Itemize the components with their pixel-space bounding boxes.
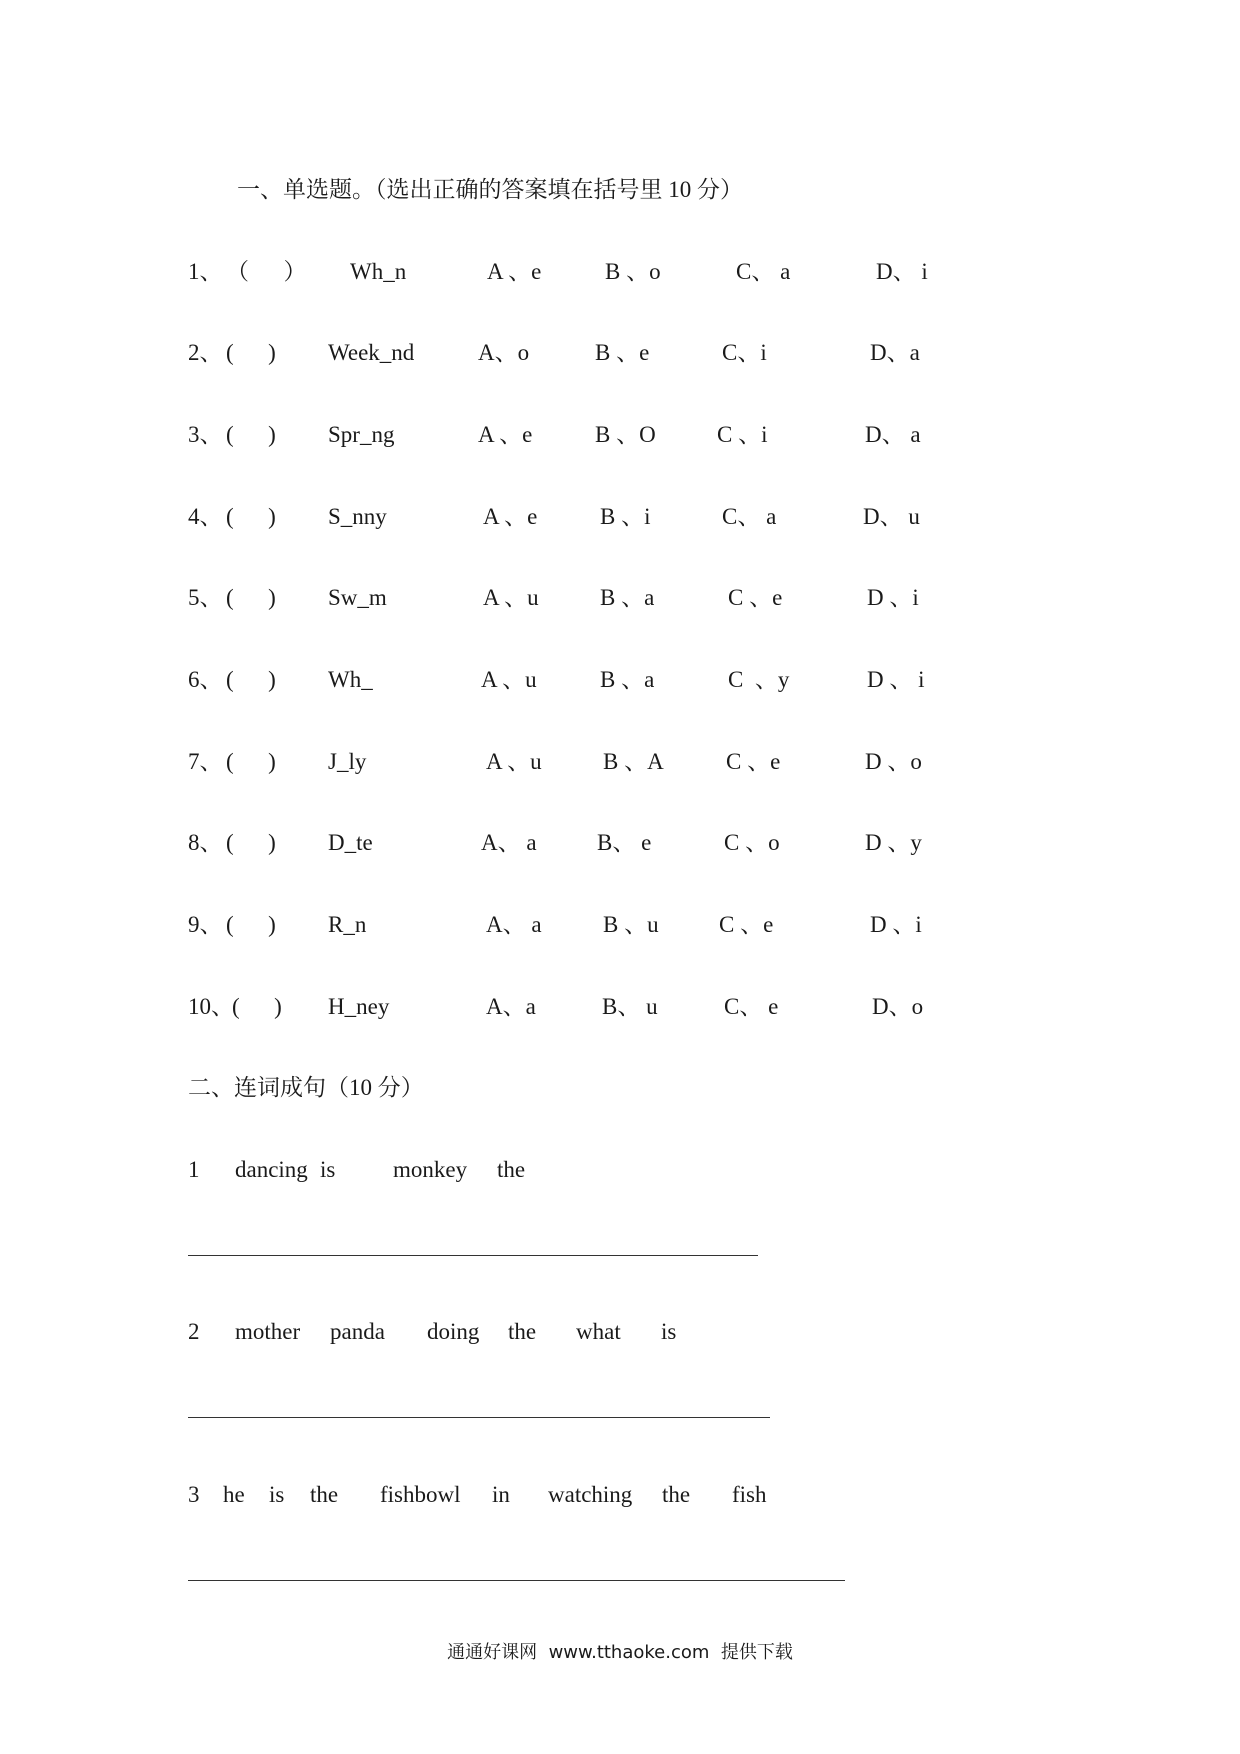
option-d: D、o [872,994,924,1019]
option-a: A、 a [481,830,537,855]
question-row [0,750,1240,780]
question-number: 5、 [188,585,223,610]
question-row [0,668,1240,698]
option-b: B 、e [595,340,650,365]
scrambled-word: is [269,1482,285,1507]
question-word: S_nny [328,504,387,529]
scrambled-word: monkey [393,1157,468,1182]
option-c: C、 a [736,259,791,284]
scrambled-word: fish [732,1482,767,1507]
scrambled-word: he [223,1482,245,1507]
scrambled-word: panda [330,1319,385,1344]
option-c: C 、e [719,912,774,937]
option-d: D、 i [876,259,928,284]
scrambled-word: is [320,1157,336,1182]
answer-line[interactable] [188,1417,770,1418]
option-d: D 、o [865,749,922,774]
question-row [0,586,1240,616]
option-d: D、 a [865,422,921,447]
sentence-item [0,1483,1240,1513]
scrambled-word: the [310,1482,339,1507]
answer-blank[interactable]: ( ) [226,422,276,447]
option-d: D 、i [870,912,922,937]
answer-line[interactable] [188,1580,845,1581]
question-number: 10、 [188,994,234,1019]
option-b: B 、u [603,912,659,937]
question-number: 4、 [188,504,223,529]
option-a: A 、u [486,749,542,774]
scrambled-word: doing [427,1319,480,1344]
option-a: A、o [478,340,530,365]
option-b: B 、a [600,585,655,610]
option-a: A 、e [487,259,542,284]
question-number: 3、 [188,422,223,447]
option-d: D、 u [863,504,920,529]
question-row [0,423,1240,453]
scrambled-word: the [508,1319,537,1344]
question-word: Wh_n [350,259,407,284]
option-c: C 、e [726,749,781,774]
option-c: C 、e [728,585,783,610]
option-b: B、 e [597,830,652,855]
question-word: J_ly [328,749,367,774]
scrambled-word: the [497,1157,526,1182]
answer-blank[interactable]: ( ) [226,340,276,365]
question-row [0,995,1240,1025]
question-row [0,913,1240,943]
scrambled-word: fishbowl [380,1482,461,1507]
section1-title: 一、单选题。（选出正确的答案填在括号里 10 分） [237,177,743,202]
answer-blank[interactable]: ( ) [226,585,276,610]
scrambled-word: dancing [235,1157,308,1182]
option-b: B 、A [603,749,664,774]
sentence-number: 1 [188,1157,200,1182]
answer-blank[interactable]: （ ） [226,259,307,284]
sentence-number: 3 [188,1482,200,1507]
section2-title: 二、连词成句（10 分） [188,1075,424,1100]
footer-text: 通通好课网 www.tthaoke.com 提供下载 [447,1642,793,1663]
question-word: H_ney [328,994,390,1019]
option-d: D、a [870,340,920,365]
answer-line[interactable] [188,1255,758,1256]
sentence-number: 2 [188,1319,200,1344]
option-b: B 、O [595,422,656,447]
question-row [0,831,1240,861]
scrambled-word: watching [548,1482,633,1507]
option-d: D 、 i [867,667,925,692]
answer-blank[interactable]: ( ) [226,504,276,529]
option-a: A、 a [486,912,542,937]
option-a: A 、e [483,504,538,529]
option-b: B、 u [602,994,658,1019]
sentence-item [0,1320,1240,1350]
answer-blank[interactable]: ( ) [226,749,276,774]
question-number: 6、 [188,667,223,692]
option-d: D 、y [865,830,922,855]
option-d: D 、i [867,585,919,610]
question-word: Spr_ng [328,422,395,447]
question-row [0,505,1240,535]
option-b: B 、a [600,667,655,692]
option-a: A、a [486,994,536,1019]
question-word: Week_nd [328,340,415,365]
question-number: 1、 [188,259,223,284]
scrambled-word: is [661,1319,677,1344]
scrambled-word: mother [235,1319,301,1344]
answer-blank[interactable]: ( ) [226,830,276,855]
option-c: C 、i [717,422,768,447]
question-number: 2、 [188,340,223,365]
option-c: C、 e [724,994,779,1019]
option-a: A 、u [481,667,537,692]
question-word: D_te [328,830,373,855]
question-number: 8、 [188,830,223,855]
question-word: Wh_ [328,667,373,692]
scrambled-word: in [492,1482,510,1507]
option-b: B 、i [600,504,651,529]
question-number: 7、 [188,749,223,774]
option-a: A 、u [483,585,539,610]
question-word: Sw_m [328,585,387,610]
question-row [0,260,1240,290]
option-c: C 、y [728,667,790,692]
answer-blank[interactable]: ( ) [226,912,276,937]
scrambled-word: what [576,1319,621,1344]
option-c: C、 a [722,504,777,529]
option-a: A 、e [478,422,533,447]
answer-blank[interactable]: ( ) [226,667,276,692]
option-b: B 、o [605,259,661,284]
question-row [0,341,1240,371]
question-word: R_n [328,912,367,937]
question-number: 9、 [188,912,223,937]
sentence-item [0,1158,1240,1188]
option-c: C 、o [724,830,780,855]
answer-blank[interactable]: ( ) [232,994,282,1019]
scrambled-word: the [662,1482,691,1507]
option-c: C、i [722,340,767,365]
